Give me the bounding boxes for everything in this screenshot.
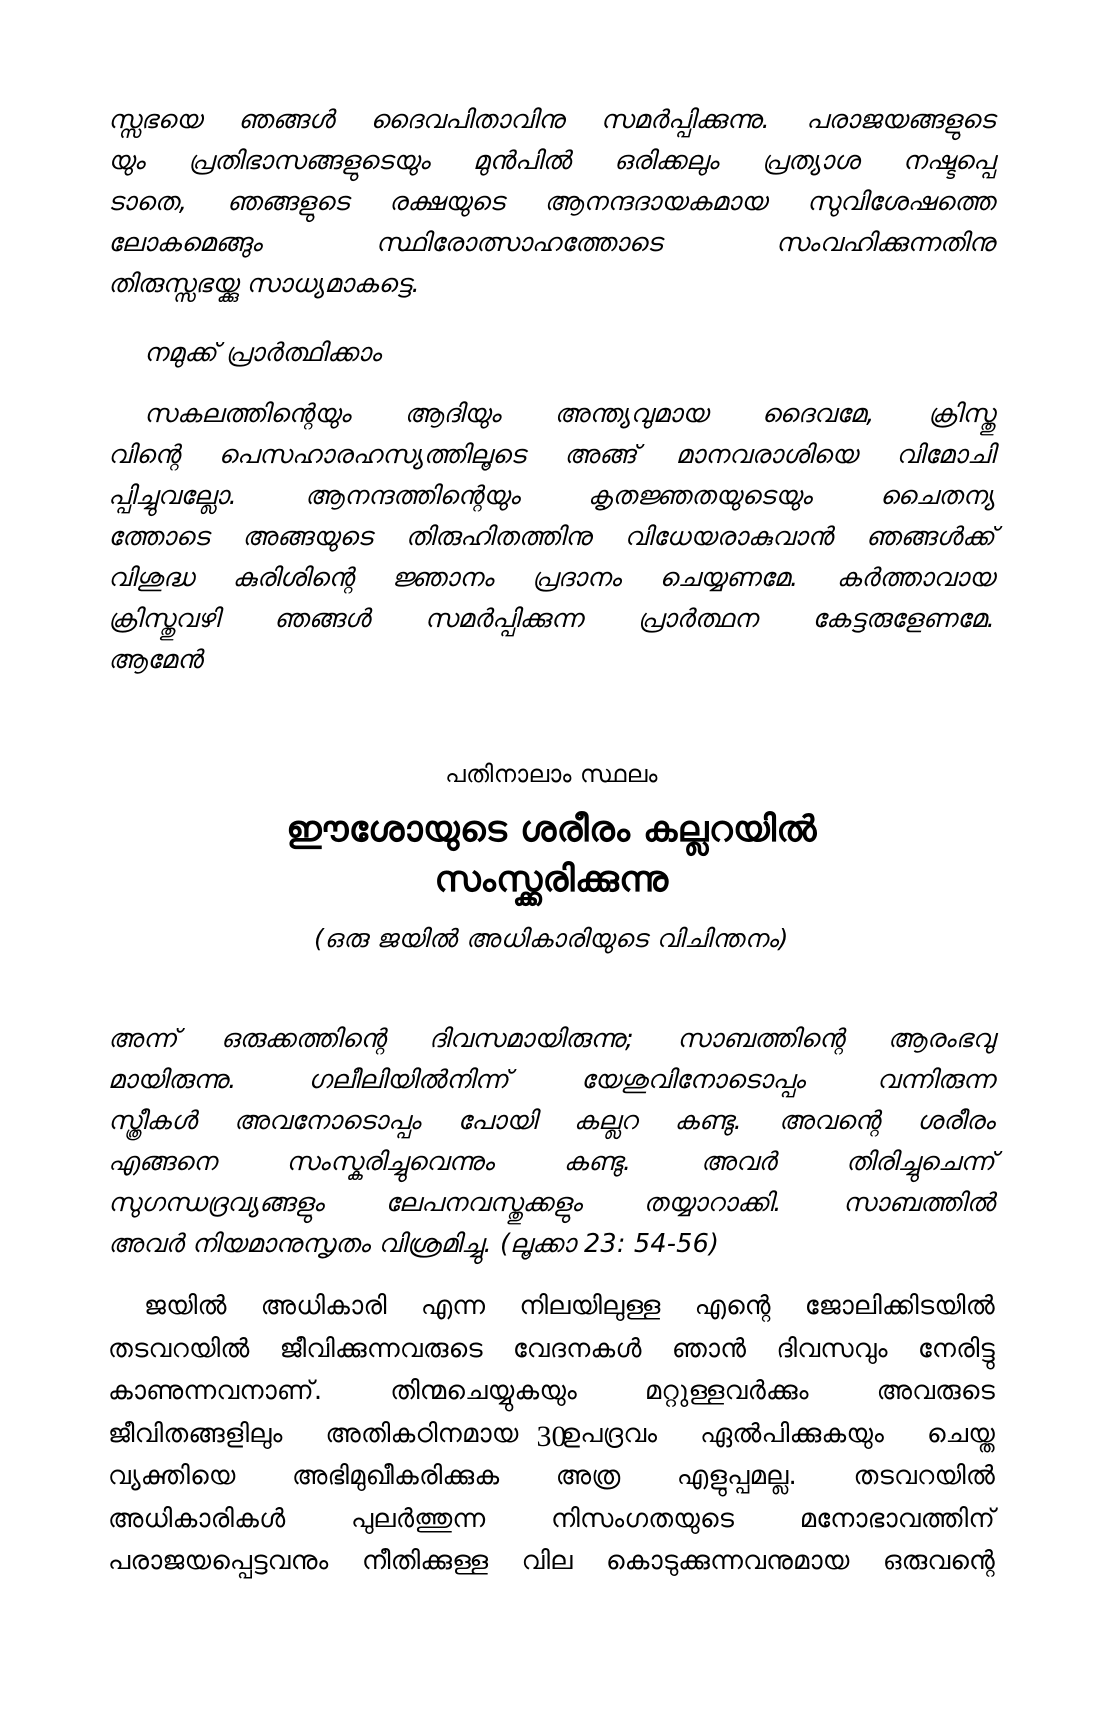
page-number: 30	[536, 1420, 567, 1453]
word: ദൈവമേ,	[761, 399, 875, 429]
text-line	[108, 1328, 995, 1371]
word: പ്രത്യാശ	[761, 146, 860, 176]
word: തിരുഹിതത്തിനു	[405, 522, 592, 552]
word: കല്ലറ	[573, 1106, 638, 1136]
text-line	[108, 182, 995, 223]
word: ആദിയും	[404, 399, 501, 429]
word: ലേപനവസ്തുക്കളും	[385, 1188, 583, 1218]
word: അങ്ങയുടെ	[242, 522, 373, 552]
text-line	[108, 223, 995, 264]
text-line	[108, 1285, 995, 1328]
word: നേരിട്ടു	[917, 1333, 995, 1364]
word: വിധേയരാകുവാൻ	[624, 522, 833, 552]
station-title-line-1: ഈശോയുടെ ശരീരം കല്ലറയിൽ	[286, 809, 817, 850]
word: ആനന്ദദായകമായ	[544, 187, 768, 217]
word: ചൈതന്യ	[879, 481, 995, 511]
text-line	[108, 558, 995, 599]
word: അതികഠിനമായ	[325, 1418, 519, 1449]
word: സുഗന്ധദ്രവ്യങ്ങളും	[108, 1188, 324, 1218]
text-line	[108, 1019, 995, 1060]
word: നിസംഗതയുടെ	[551, 1503, 735, 1534]
word: തിരുസ്സഭയ്ക്കു	[108, 269, 239, 299]
word: കാണുന്നവനാണ്.	[108, 1376, 323, 1406]
prayer-paragraph	[108, 394, 995, 681]
text-line	[108, 435, 995, 476]
word: അന്ന്	[108, 1024, 178, 1054]
word: ദൈവപിതാവിനു	[370, 105, 565, 135]
top-paragraph	[108, 100, 995, 305]
word: സമർപ്പിക്കുന്നു.	[600, 105, 770, 135]
word: ആനന്ദത്തിന്റെയും	[304, 481, 520, 511]
word: ക്രിസ്തു	[928, 399, 995, 429]
word: പ്രദാനം	[531, 563, 622, 593]
word: വില	[521, 1546, 573, 1576]
text-line	[108, 1498, 995, 1541]
word: സംസ്കരിച്ചുവെന്നും	[286, 1147, 495, 1177]
word: മാനവരാശിയെ	[675, 440, 858, 470]
word: പരാജയങ്ങളുടെ	[806, 105, 995, 135]
word: ജ്ഞാനം	[392, 563, 494, 593]
word: ജോലിക്കിടയിൽ	[804, 1291, 995, 1321]
word: എങ്ങനെ	[108, 1147, 217, 1177]
text-line	[108, 517, 995, 558]
word: വിശുദ്ധ	[108, 563, 195, 593]
word: ഒരുക്കത്തിന്റെ	[220, 1024, 386, 1054]
text-line	[108, 394, 995, 435]
word: പോയി	[457, 1106, 537, 1136]
word: ചെയ്യണമേ.	[659, 563, 799, 593]
let-us-pray-text: നമുക്ക് പ്രാർത്ഥിക്കാം	[144, 338, 382, 368]
text-line	[108, 640, 995, 681]
word: ശരീരം	[916, 1106, 995, 1136]
word: പുലർത്തുന്ന	[351, 1503, 486, 1534]
word: ചെയ്ത	[926, 1418, 995, 1449]
word: ത്തോടെ	[108, 522, 210, 552]
word: യും	[108, 146, 145, 176]
word: എന്റെ	[694, 1291, 771, 1321]
word: തടവറയിൽ	[108, 1333, 250, 1364]
word: തിന്മചെയ്യുകയും	[390, 1376, 578, 1406]
word: നിലയിലുള്ള	[519, 1291, 661, 1321]
word: അന്ത്യവുമായ	[554, 399, 709, 429]
word: മനോഭാവത്തിന്	[799, 1503, 995, 1534]
word: ദിവസവും	[776, 1333, 888, 1364]
word: പരാജയപ്പെട്ടവനും	[108, 1546, 329, 1576]
word: സമർപ്പിക്കുന്ന	[424, 604, 584, 634]
word: മായിരുന്നു.	[108, 1065, 237, 1095]
word: പ്പിച്ചുവല്ലോ.	[108, 481, 237, 511]
word: സ്ത്രീകൾ	[108, 1106, 197, 1136]
word: അധികാരികൾ	[108, 1503, 286, 1534]
word: സംവഹിക്കുന്നതിനു	[775, 228, 995, 258]
word: വ്യക്തിയെ	[108, 1461, 236, 1491]
word: അവന്റെ	[778, 1106, 881, 1136]
text-line	[108, 1060, 995, 1101]
word: വേദനകൾ	[512, 1333, 642, 1364]
word: മറ്റുള്ളവർക്കും	[644, 1376, 809, 1406]
station-subtitle: (ഒരു ജയിൽ അധികാരിയുടെ വിചിന്തനം)	[314, 924, 789, 953]
word: വിമോചി	[896, 440, 995, 470]
text-line	[108, 100, 995, 141]
word: ഒരുവന്റെ	[882, 1546, 995, 1576]
word: ജയിൽ	[144, 1291, 227, 1321]
word: അത്ര	[555, 1461, 621, 1491]
word: ഞങ്ങൾക്ക്	[866, 522, 995, 552]
text-line	[108, 1101, 995, 1142]
word: യേശുവിനോടൊപ്പം	[580, 1065, 806, 1095]
word: കർത്താവായ	[836, 563, 995, 593]
word: പെസഹാരഹസ്യത്തിലൂടെ	[218, 440, 526, 470]
word: തയ്യാറാക്കി.	[643, 1188, 782, 1218]
word: ഉപദ്രവം	[561, 1418, 658, 1449]
word: കുരിശിന്റെ	[232, 563, 354, 593]
word: കണ്ടു.	[674, 1106, 742, 1136]
word: അഭിമുഖീകരിക്കുക	[291, 1461, 500, 1491]
word: ഞങ്ങൾ	[238, 105, 335, 135]
text-line	[108, 1224, 995, 1265]
text-line	[108, 1540, 995, 1583]
text-line	[108, 1183, 995, 1224]
text-line	[108, 1455, 995, 1498]
word: സ്സഭയെ	[108, 105, 202, 135]
word: ഞാൻ	[671, 1333, 747, 1364]
word: സുവിശേഷത്തെ	[806, 187, 995, 217]
word: ഞങ്ങൾ	[274, 604, 371, 634]
word: അവരുടെ	[876, 1376, 995, 1406]
word: വിശ്രമിച്ചു.	[378, 1229, 492, 1259]
word: കേട്ടരുളേണമേ.	[812, 604, 995, 634]
word: കൃതജ്ഞതയുടെയും	[587, 481, 813, 511]
scripture-paragraph	[108, 1019, 995, 1265]
word: അധികാരി	[260, 1291, 387, 1321]
word: ലോകമെങ്ങും	[108, 228, 262, 258]
let-us-pray	[108, 333, 995, 374]
word: ദിവസമായിരുന്നു;	[428, 1024, 634, 1054]
word: നീതിക്കുള്ള	[361, 1546, 489, 1576]
word: സാബത്തിന്റെ	[677, 1024, 845, 1054]
word: തിരിച്ചുചെന്ന്	[845, 1147, 995, 1177]
word: എന്ന	[420, 1291, 486, 1321]
word: ഏൽപിക്കുകയും	[700, 1418, 885, 1449]
word: ടാതെ,	[108, 187, 188, 217]
station-label: പതിനാലാം സ്ഥലം	[445, 760, 658, 788]
word: ഞങ്ങളുടെ	[226, 187, 350, 217]
word: അവനോടൊപ്പം	[233, 1106, 421, 1136]
text-line	[108, 264, 995, 305]
word: അങ്ങ്	[564, 440, 638, 470]
text-line	[108, 141, 995, 182]
word: കണ്ടു.	[563, 1147, 632, 1177]
word: സാബത്തിൽ	[843, 1188, 995, 1218]
word: സാധ്യമാകട്ടെ.	[246, 269, 420, 299]
word: ആരംഭവു	[887, 1024, 995, 1054]
word: പ്രതിഭാസങ്ങളുടെയും	[188, 146, 430, 176]
word: രക്ഷയുടെ	[388, 187, 505, 217]
word: വിന്റെ	[108, 440, 180, 470]
text-line	[108, 1370, 995, 1413]
word: സകലത്തിന്റെയും	[144, 399, 351, 429]
word: ഗലീലിയിൽനിന്ന്	[308, 1065, 510, 1095]
word: ജീവിതങ്ങളിലും	[108, 1418, 283, 1449]
word: ക്രിസ്തുവഴി	[108, 604, 220, 634]
word: കൊടുക്കുന്നവനുമായ	[606, 1546, 850, 1576]
text-line	[108, 333, 995, 374]
word: മുൻപിൽ	[473, 146, 571, 176]
word: തടവറയിൽ	[853, 1461, 995, 1491]
word: സ്ഥിരോത്സാഹത്തോടെ	[375, 228, 663, 258]
station-title-line-2: സംസ്ക്കരിക്കുന്നു	[434, 859, 669, 900]
text-line	[108, 476, 995, 517]
word: ജീവിക്കുന്നവരുടെ	[279, 1333, 483, 1364]
word: നഷ്ടപ്പെ	[902, 146, 995, 176]
scripture-citation: (ലൂക്കാ 23: 54-56)	[499, 1229, 720, 1259]
word: ഒരിക്കലും	[613, 146, 719, 176]
text-line	[108, 599, 995, 640]
word: നിയമാനുസൃതം	[191, 1229, 371, 1259]
word: പ്രാർത്ഥന	[637, 604, 758, 634]
word: ആമേൻ	[108, 645, 203, 675]
word: വന്നിരുന്ന	[876, 1065, 995, 1095]
text-line	[108, 1142, 995, 1183]
word: അവർ	[108, 1229, 184, 1259]
word: അവർ	[700, 1147, 777, 1177]
word: എളുപ്പമല്ല.	[676, 1461, 798, 1491]
